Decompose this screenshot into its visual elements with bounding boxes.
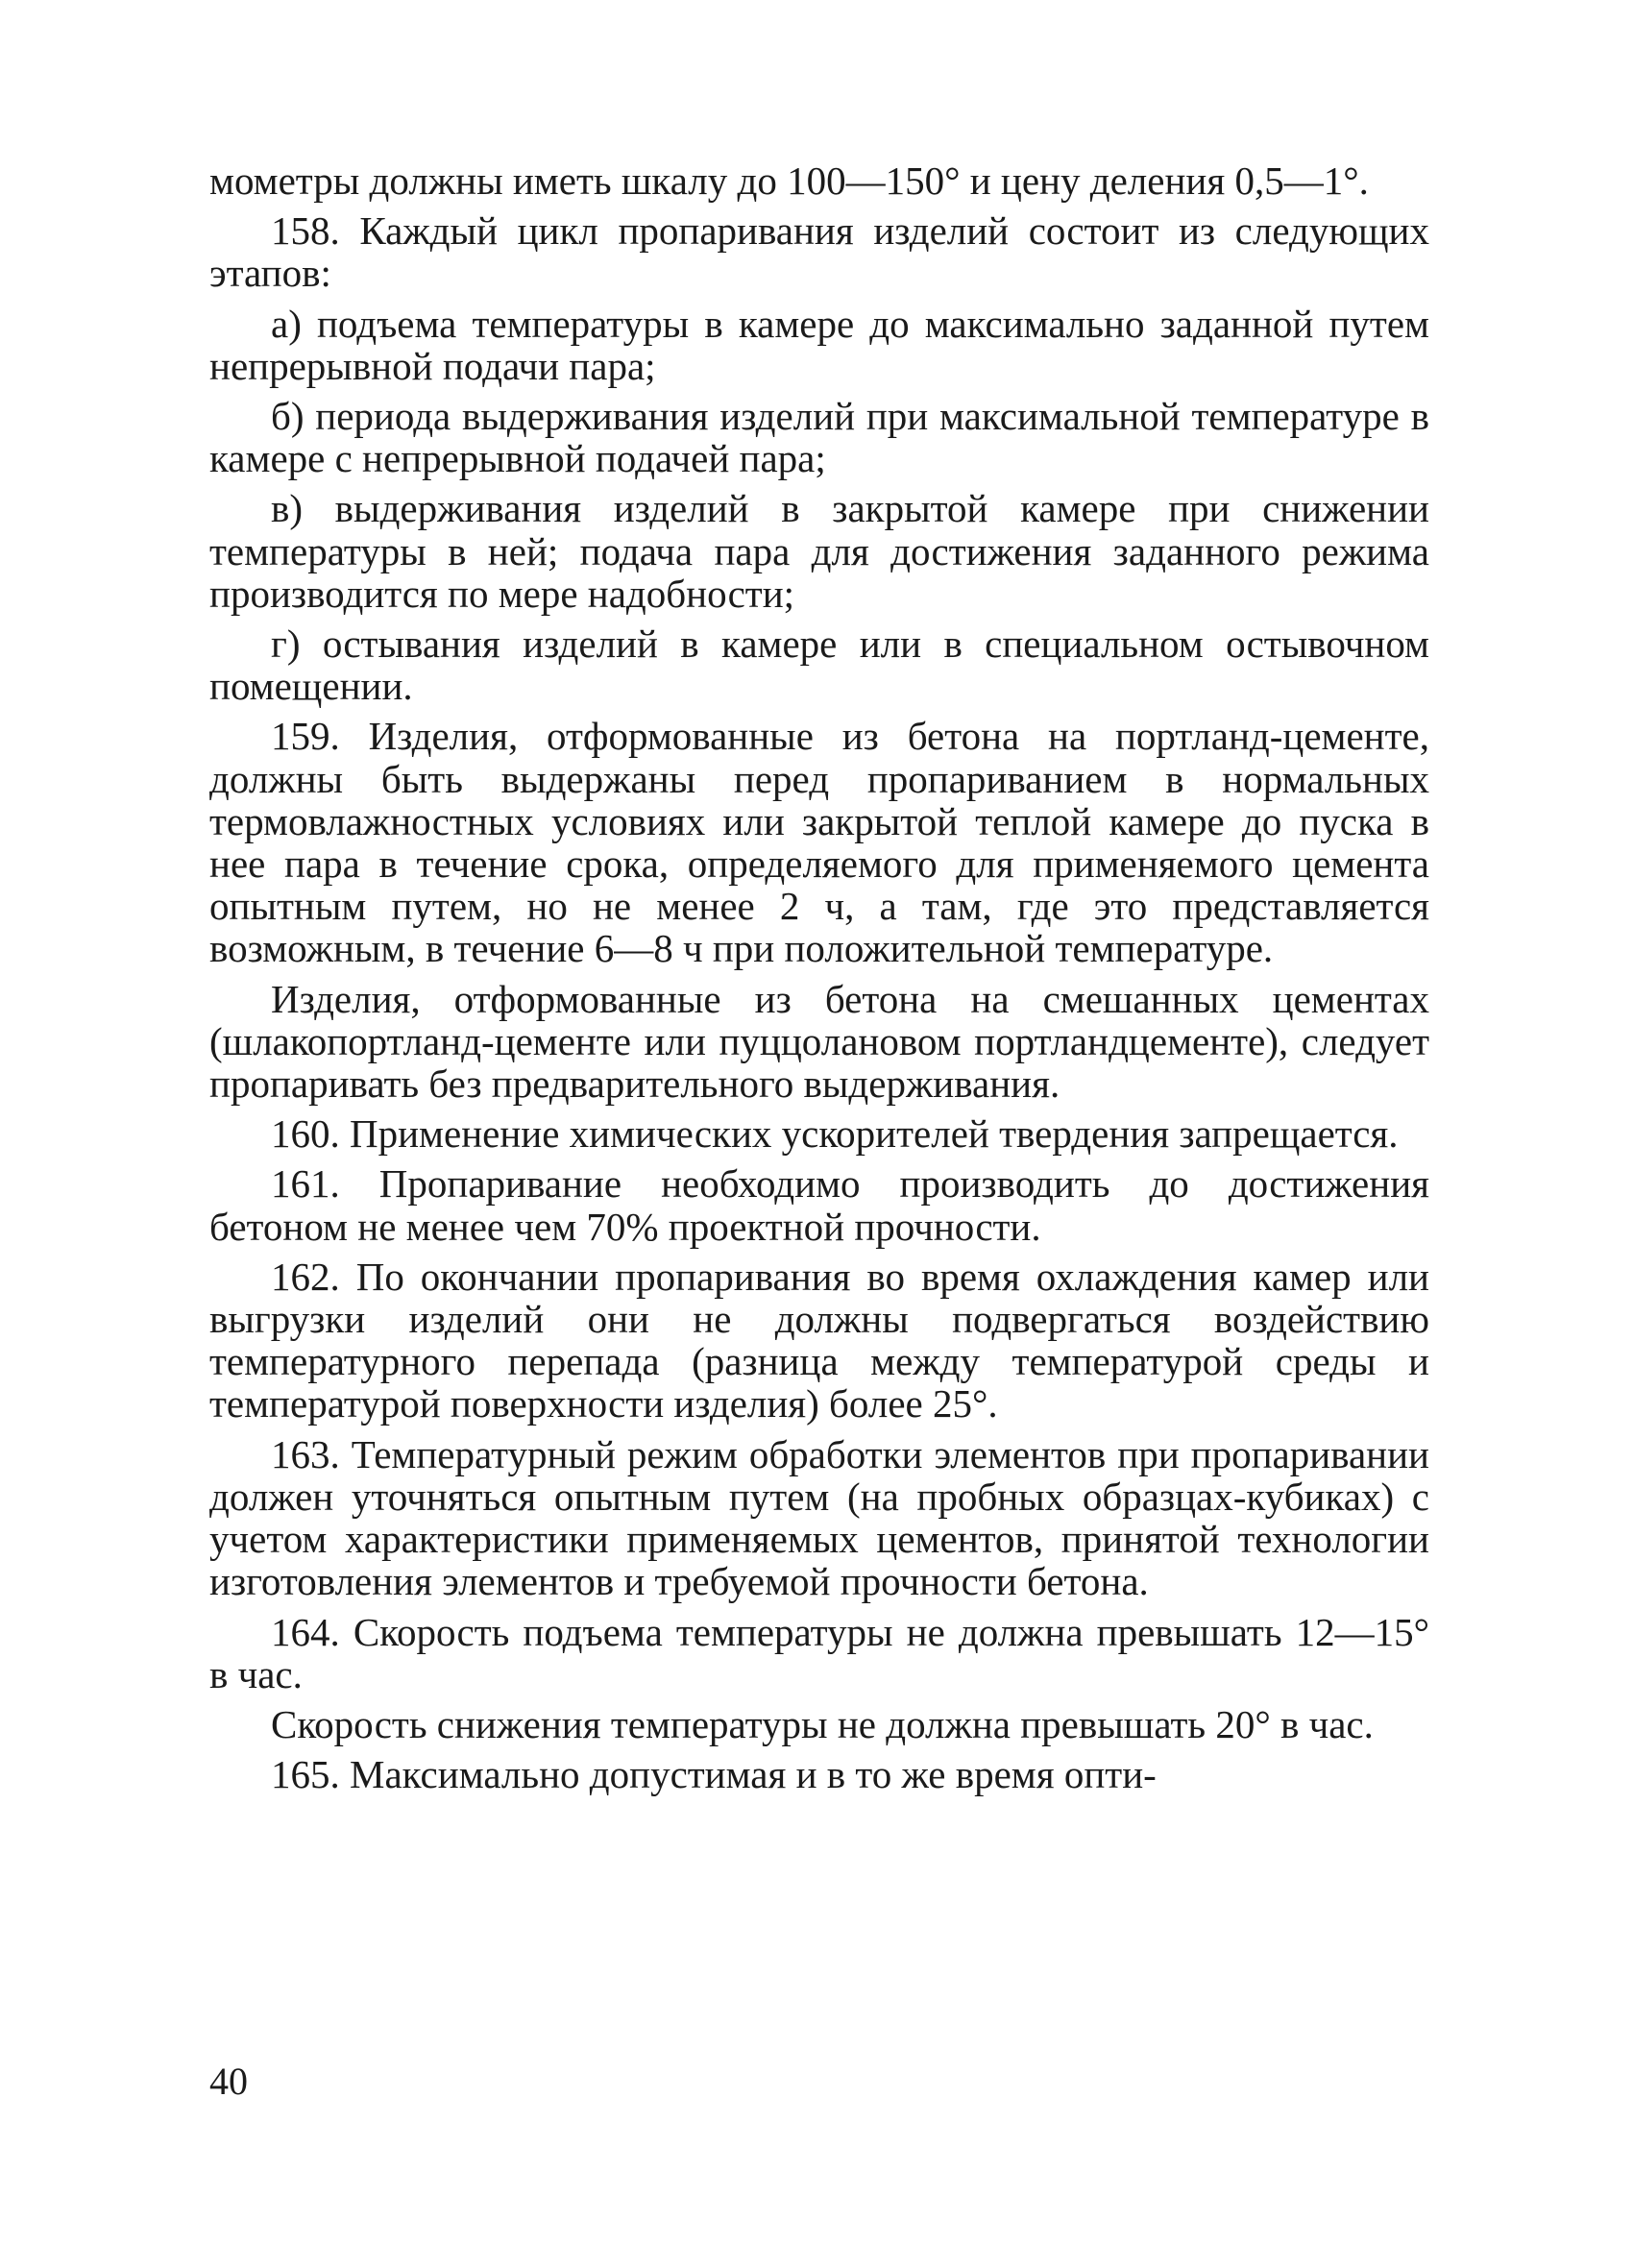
page-body — [209, 159, 1429, 1795]
paragraph-159-cont: Изделия, отформованные из бетона на смешанных цементах (шлакопортланд-цементе или пуццолановом портландцементе), следует пропаривать без предварительного выдерживания. — [209, 976, 1429, 1107]
paragraph-163: 163. Температурный режим обработки элементов при пропаривании должен уточняться опытным путем (на пробных образцах-кубиках) с учетом характеристики применяемых цементов, принятой технологии изготовления элементов и требуемой прочности бетона. — [209, 1431, 1429, 1604]
paragraph-164: 164. Скорость подъема температуры не должна превышать 12—15° в час. — [209, 1609, 1429, 1696]
list-item-v: в) выдерживания изделий в закрытой камере при снижении температуры в ней; подача пара для достижения заданного режима производится по мере надобности; — [209, 486, 1429, 616]
paragraph-158: 158. Каждый цикл пропаривания изделий состоит из следующих этапов: — [209, 208, 1429, 296]
list-item-b: б) периода выдерживания изделий при максимальной температуре в камере с непрерывной подачей пара; — [209, 394, 1429, 481]
list-item-g: г) остывания изделий в камере или в специальном остывочном помещении. — [209, 622, 1429, 709]
paragraph-160: 160. Применение химических ускорителей твердения запрещается. — [271, 1111, 1399, 1157]
paragraph-162: 162. По окончании пропаривания во время охлаждения камер или выгрузки изделий они не должны подвергаться воздействию температурного перепада (разница между температурой среды и температурой поверхности изделия) более 25°. — [209, 1254, 1429, 1427]
paragraph-161: 161. Пропаривание необходимо производить до достижения бетоном не менее чем 70% проектной прочности. — [209, 1161, 1429, 1249]
page-number: 40 — [209, 2060, 248, 2103]
paragraph-164-cont: Скорость снижения температуры не должна превышать 20° в час. — [271, 1701, 1374, 1746]
paragraph-continuation: мометры должны иметь шкалу до 100—150° и цену деления 0,5—1°. — [209, 159, 1369, 203]
paragraph-159: 159. Изделия, отформованные из бетона на портланд-цементе, должны быть выдержаны перед пропариванием в нормальных термовлажностных условиях или закрытой теплой камере до пуска в нее пара в течение срока, определяемого для применяемого цемента опытным путем, но не менее 2 ч, а там, где это представляется возможным, в течение 6—8 ч при положительной температуре. — [209, 714, 1429, 971]
list-item-a: а) подъема температуры в камере до максимально заданной путем непрерывной подачи пара; — [209, 301, 1429, 388]
paragraph-165: 165. Максимально допустимая и в то же время опти- — [271, 1752, 1157, 1797]
